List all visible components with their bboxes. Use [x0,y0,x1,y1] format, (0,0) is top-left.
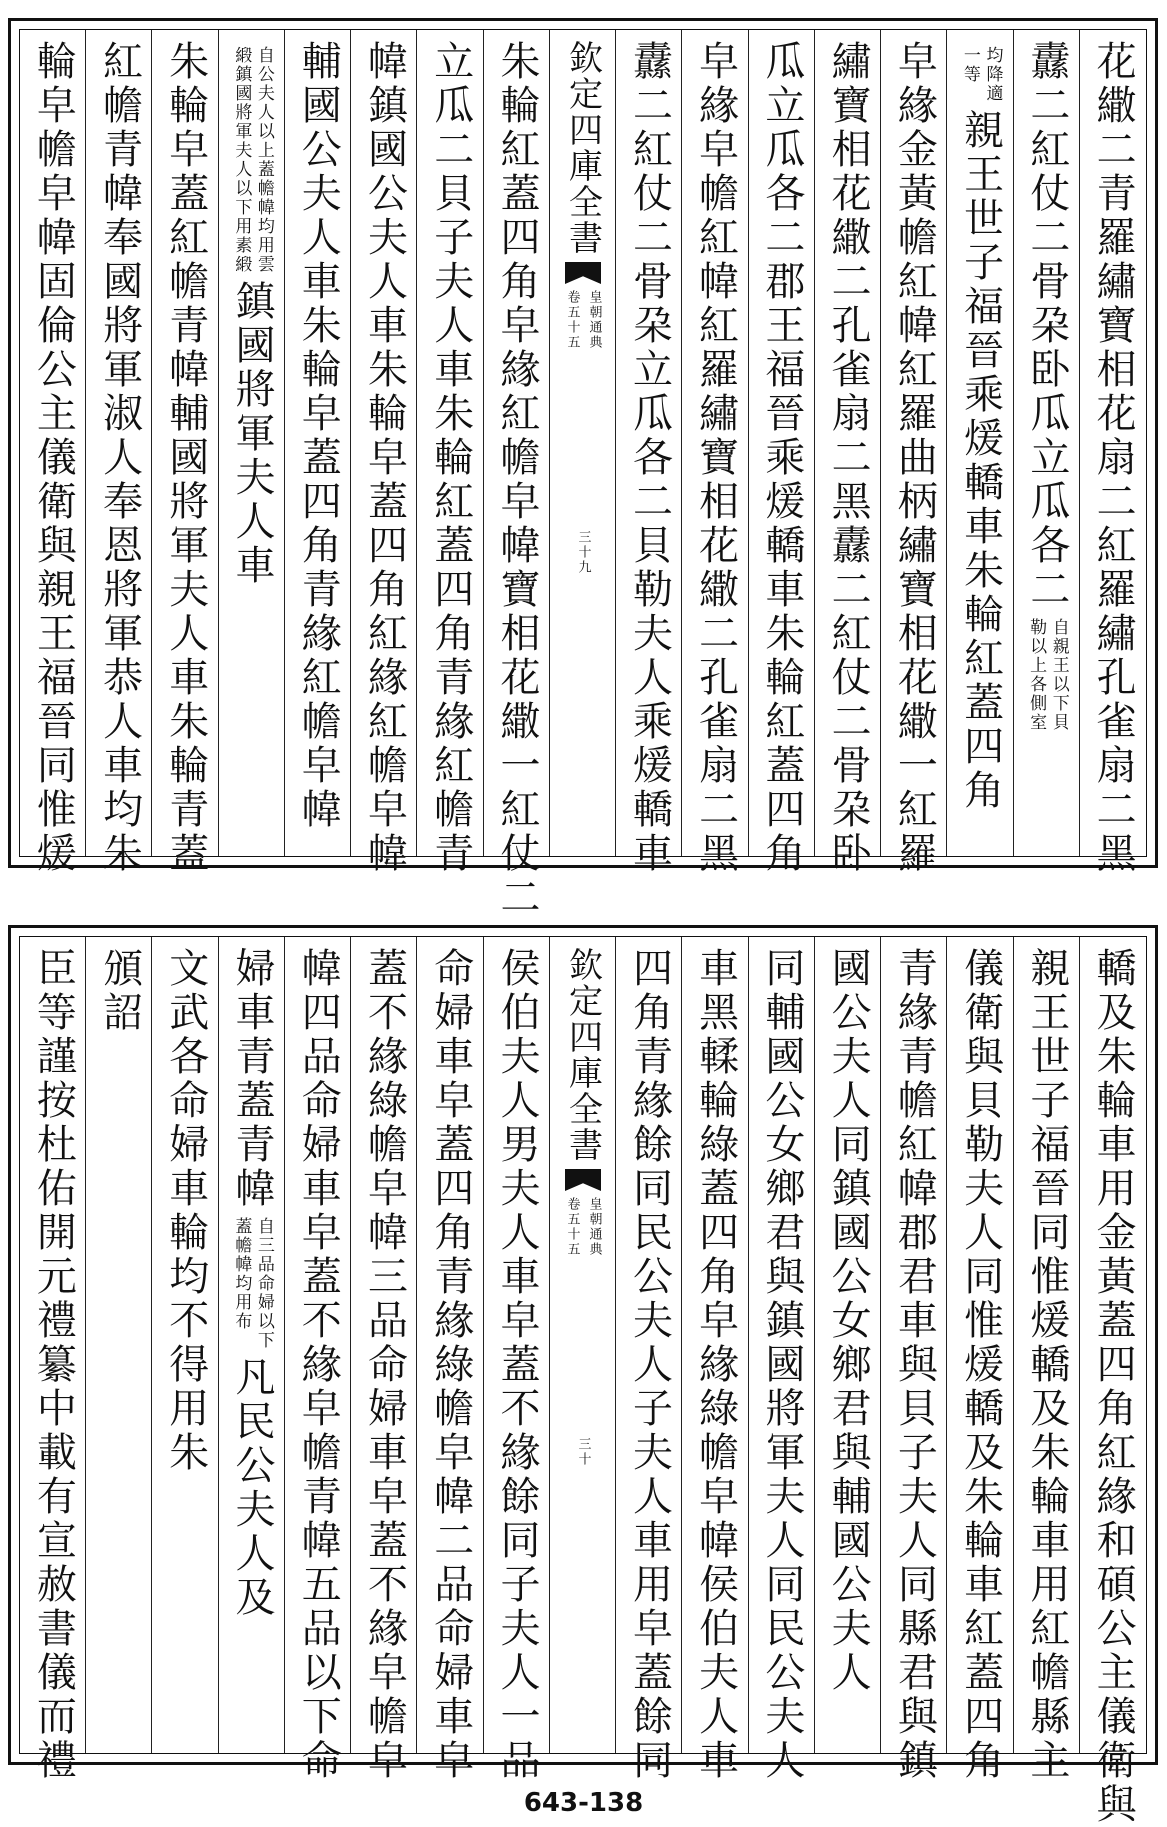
column-text: 車黑輮輪綠蓋四角皁緣綠幨皁幃侯伯夫人車 [692,947,739,1783]
note-line: 一等 [959,46,980,84]
chapter-volume: 卷五十五 [564,290,580,350]
interlinear-note [231,46,273,274]
fishtail-mark [565,1169,601,1191]
upper-page [8,18,1158,920]
column-rule [1013,937,1014,1753]
column-rule [151,937,152,1753]
top-column-13 [285,30,351,856]
column-text: 親王世子福晉同惟煖轎及朱輪車用紅幨縣主 [1023,947,1070,1783]
column-rule [483,30,484,856]
column-text: 朱輪紅蓋四角皁緣紅幨皁幃寶相花繖一紅仗二 [493,40,540,920]
note-line: 自公夫人以上蓋幨幃均用雲 [253,46,274,274]
column-text-after: 凡民公夫人及 [229,1356,276,1620]
column-rule [615,30,616,856]
bottom-column-13 [285,937,351,1783]
column-rule [946,937,947,1753]
column-rule [748,937,749,1753]
bottom-column-14 [219,937,285,1753]
column-rule [814,30,815,856]
column-text: 輔國公夫人車朱輪皁蓋四角青緣紅幨皁幃 [295,40,342,832]
column-text: 轎及朱輪車用金黃蓋四角紅緣和碩公主儀衛與 [1090,947,1137,1827]
note-line: 自親王以下貝 [1048,618,1069,732]
top-column-12 [351,30,417,876]
column-text: 臣等謹按杜佑開元禮纂中載有宣赦書儀而禮 [30,947,77,1783]
chapter-title: 皇朝通典 [586,290,602,350]
column-rule [85,30,86,856]
bottom-column-7 [682,937,748,1783]
top-column-7 [682,30,748,876]
column-rule [85,937,86,1753]
bottom-column-8 [616,937,682,1783]
top-column-15 [152,30,218,876]
column-rule [1079,30,1080,856]
column-text-before: 纛二紅仗二骨朶卧瓜立瓜各二 [1023,40,1070,612]
chapter-label [563,290,604,350]
column-rule [880,937,881,1753]
column-text: 頒詔 [96,947,143,1035]
chapter-volume: 卷五十五 [564,1197,580,1257]
column-text: 國公夫人同鎮國公女鄉君與輔國公夫人 [825,947,872,1695]
column-rule [549,937,550,1753]
column-rule [1079,937,1080,1753]
bottom-column-15 [152,937,218,1753]
book-title: 欽定四庫全書 [562,947,603,1163]
top-column-5 [815,30,881,876]
upper-page-frame [19,29,1147,920]
column-rule [615,937,616,1753]
top-column-10 [484,30,550,920]
bottom-column-10 [484,937,550,1783]
column-text: 皁緣皁幨紅幃紅羅繡寶相花繖二孔雀扇二黑 [692,40,739,876]
column-text: 四角青緣餘同民公夫人子夫人車用皁蓋餘同 [626,947,673,1783]
column-group [229,40,276,588]
interlinear-note [959,46,1001,103]
top-column-2 [1014,30,1080,856]
interlinear-note [231,1217,273,1350]
column-rule [814,937,815,1753]
bottom-column-16 [86,937,152,1753]
top-column-14 [219,30,285,856]
column-text: 立瓜二貝子夫人車朱輪紅蓋四角青緣紅幨青 [427,40,474,876]
top-column-4 [881,30,947,876]
column-text: 繡寶相花繖二孔雀扇二黑纛二紅仗二骨朶卧 [825,40,872,876]
column-group [957,40,1004,813]
column-rule [284,30,285,856]
page-number: 643-138 [523,1788,644,1818]
column-text-before: 婦車青蓋青幃 [229,947,276,1211]
note-line: 自三品命婦以下 [253,1217,274,1350]
folio-number: 三十九 [575,530,591,575]
column-text: 瓜立瓜各二郡王福晉乘煖轎車朱輪紅蓋四角 [758,40,805,876]
bottom-column-11 [417,937,483,1783]
column-text-after: 親王世子福晉乘煖轎車朱輪紅蓋四角 [957,109,1004,813]
column-text: 命婦車皁蓋四角青緣綠幨皁幃二品命婦車皁 [427,947,474,1783]
top-column-16 [86,30,152,876]
column-rule [284,937,285,1753]
fishtail-mark [565,262,601,284]
top-column-11 [417,30,483,876]
bottom-column-1 [1080,937,1146,1827]
column-rule [218,30,219,856]
column-rule [416,30,417,856]
column-text: 纛二紅仗二骨朶立瓜各二貝勒夫人乘煖轎車 [626,40,673,876]
interlinear-note [1026,618,1068,732]
column-text: 皁緣金黃幨紅幃紅羅曲柄繡寶相花繖一紅羅 [891,40,938,876]
column-text: 同輔國公女鄉君與鎮國將軍夫人同民公夫人 [758,947,805,1783]
top-column-8 [616,30,682,876]
column-text: 侯伯夫人男夫人車皁蓋不緣餘同子夫人一品 [493,947,540,1783]
column-text: 輪皁幨皁幃固倫公主儀衛與親王福晉同惟煖 [30,40,77,876]
chapter-title: 皇朝通典 [586,1197,602,1257]
column-rule [483,937,484,1753]
column-rule [681,30,682,856]
note-line: 均降適 [982,46,1003,103]
column-group [1023,40,1070,738]
top-column-3 [947,30,1013,856]
note-line: 勒以上各側室 [1026,618,1047,732]
column-text: 幃鎮國公夫人車朱輪皁蓋四角紅緣紅幨皁幃 [361,40,408,876]
column-text: 朱輪皁蓋紅幨青幃輔國將軍夫人車朱輪青蓋 [162,40,209,876]
column-rule [681,937,682,1753]
top-column-17 [20,30,86,876]
column-text: 青緣青幨紅幃郡君車與貝子夫人同縣君與鎮 [891,947,938,1783]
column-rule [946,30,947,856]
bottom-column-3 [947,937,1013,1783]
column-text: 文武各命婦車輪均不得用朱 [162,947,209,1475]
folio-number: 三十 [575,1437,591,1467]
column-rule [416,937,417,1753]
book-title: 欽定四庫全書 [562,40,603,256]
top-column-1 [1080,30,1146,876]
bottom-column-2 [1014,937,1080,1783]
column-rule [350,937,351,1753]
column-rule [350,30,351,856]
top-column-6 [749,30,815,876]
column-text: 紅幨青幃奉國將軍淑人奉恩將軍恭人車均朱 [96,40,143,876]
top-column-9 [550,30,616,856]
column-rule [218,937,219,1753]
column-rule [880,30,881,856]
column-rule [549,30,550,856]
bottom-column-17 [20,937,86,1783]
column-rule [151,30,152,856]
bottom-column-4 [881,937,947,1783]
chapter-label [563,1197,604,1257]
column-text: 幃四品命婦車皁蓋不緣皁幨青幃五品以下命 [295,947,342,1783]
column-text: 蓋不緣綠幨皁幃三品命婦車皁蓋不緣皁幨皁 [361,947,408,1783]
column-group [229,947,276,1620]
column-rule [748,30,749,856]
bottom-column-6 [749,937,815,1783]
column-text: 花繖二青羅繡寶相花扇二紅羅繡孔雀扇二黑 [1090,40,1137,876]
column-text-after: 鎮國將軍夫人車 [229,280,276,588]
note-line: 緞鎮國將軍夫人以下用素緞 [231,46,252,274]
column-rule [1013,30,1014,856]
column-text: 儀衛與貝勒夫人同惟煖轎及朱輪車紅蓋四角 [957,947,1004,1783]
bottom-column-12 [351,937,417,1783]
note-line: 蓋幨幃均用布 [231,1217,252,1331]
bottom-column-9 [550,937,616,1753]
bottom-column-5 [815,937,881,1753]
